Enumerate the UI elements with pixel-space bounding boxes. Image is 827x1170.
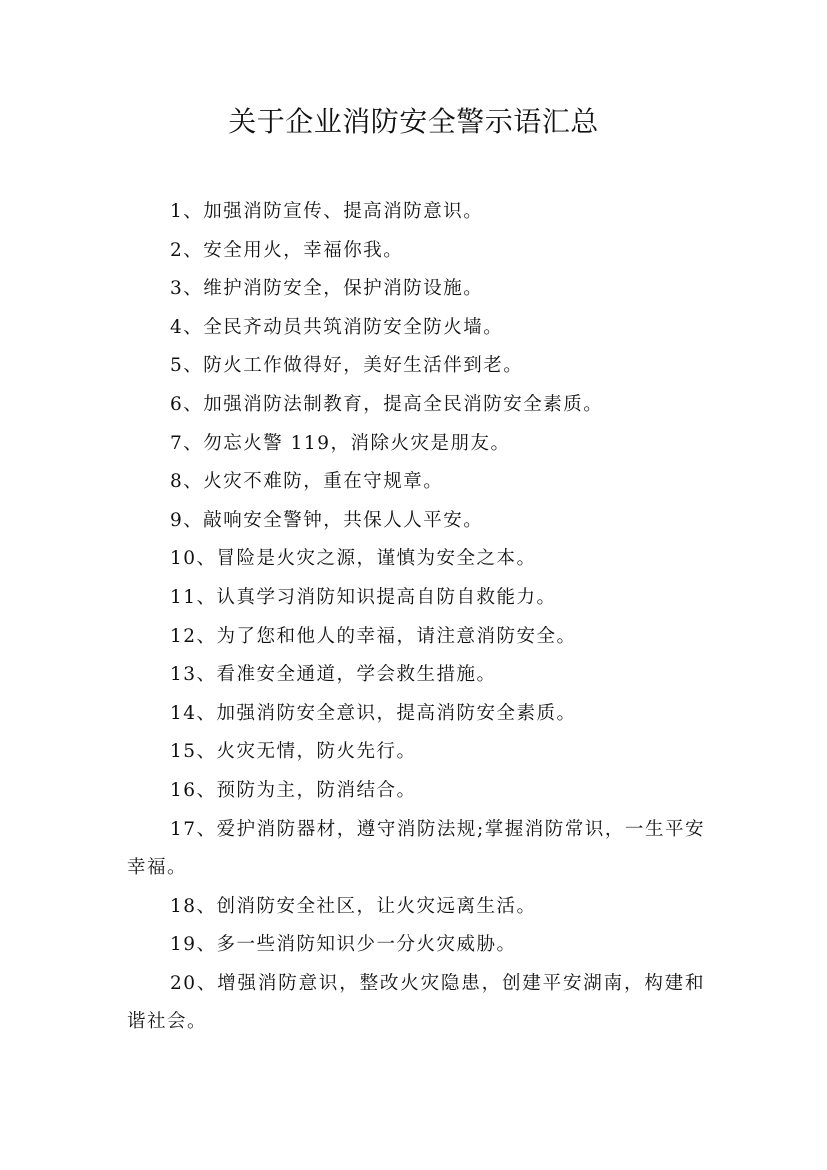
slogan-item-4: 4、全民齐动员共筑消防安全防火墙。 [170,316,504,338]
slogan-item-9: 9、敲响安全警钟，共保人人平安。 [170,509,484,531]
document-title: 关于企业消防安全警示语汇总 [228,105,599,138]
slogan-item-12: 12、为了您和他人的幸福，请注意消防安全。 [170,625,577,647]
slogan-item-16: 16、预防为主，防消结合。 [170,779,417,801]
slogan-item-5: 5、防火工作做得好，美好生活伴到老。 [170,355,524,377]
slogan-item-6: 6、加强消防法制教育，提高全民消防安全素质。 [170,393,604,415]
slogan-item-18: 18、创消防安全社区，让火灾远离生活。 [170,895,537,917]
slogan-item-1: 1、加强消防宣传、提高消防意识。 [170,201,484,222]
slogan-item-3: 3、维护消防安全，保护消防设施。 [170,278,484,300]
slogan-item-14: 14、加强消防安全意识，提高消防安全素质。 [170,702,577,724]
slogan-item-19: 19、多一些消防知识少一分火灾威胁。 [170,934,517,956]
slogan-item-13: 13、看准安全通道，学会救生措施。 [170,664,497,686]
slogan-item-15: 15、火灾无情，防火先行。 [170,741,417,763]
slogan-item-11: 11、认真学习消防知识提高自防自救能力。 [170,586,557,608]
slogan-item-2: 2、安全用火，幸福你我。 [170,239,404,261]
slogan-item-7: 7、勿忘火警 119，消除火灾是朋友。 [170,432,511,454]
slogan-list [127,193,705,1042]
slogan-item-20: 20、增强消防意识，整改火灾隐患，创建平安湖南，构建和谐社会。 [127,972,705,1033]
slogan-item-8: 8、火灾不难防，重在守规章。 [170,471,444,493]
slogan-item-17: 17、爱护消防器材，遵守消防法规;掌握消防常识，一生平安幸福。 [127,818,705,879]
slogan-item-10: 10、冒险是火灾之源，谨慎为安全之本。 [170,548,537,570]
